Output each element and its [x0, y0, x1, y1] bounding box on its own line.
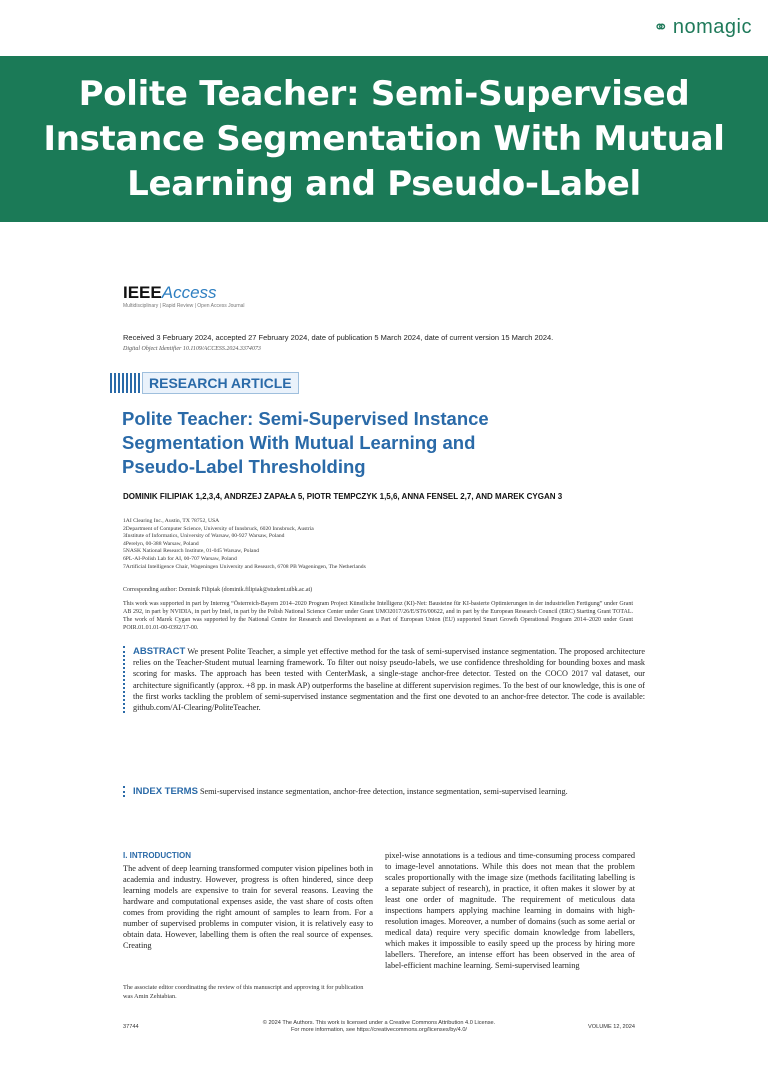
license-line: For more information, see https://creativecommons.org/licenses/by/4.0/ — [291, 1027, 467, 1033]
received-dates: Received 3 February 2024, accepted 27 February 2024, date of publication 5 March 2024, date of current version 15 March 2024. — [123, 333, 554, 342]
affiliation: 3Institute of Informatics, University of Warsaw, 00-927 Warsaw, Poland — [123, 533, 285, 540]
journal-name-b: Access — [161, 283, 217, 302]
associate-editor-note: The associate editor coordinating the review of this manuscript and approving it for publication was Amin Zehtabian. — [123, 984, 364, 1000]
nomagic-logo — [653, 16, 752, 39]
section-badge-label: RESEARCH ARTICLE — [142, 372, 299, 394]
abstract-label: ABSTRACT — [133, 646, 186, 657]
doi: Digital Object Identifier 10.1109/ACCESS.2024.3374073 — [123, 346, 261, 352]
journal-logo — [123, 283, 217, 303]
affiliation: 7Artificial Intelligence Chair, Wageningen University and Research, 6708 PB Wageningen, The Netherlands — [123, 563, 366, 570]
intro-heading: I. INTRODUCTION — [123, 851, 191, 860]
index-terms-label: INDEX TERMS — [133, 786, 198, 797]
index-terms-text: Semi-supervised instance segmentation, anchor-free detection, instance segmentation, semi-supervised learning. — [199, 787, 568, 796]
journal-subtitle: Multidisciplinary | Rapid Review | Open Access Journal — [123, 303, 245, 309]
intro-text-right: pixel-wise annotations is a tedious and time-consuming process compared to image-level annotations. While this does not mean that the problem scales proportionally with the image size (methods facilitating labelling is a separate subject of research), in practice, it often makes it slower by at least one order of magnitude. The requirement of meticulous data inspections hampers applying machine learning in domains with high-resolution images. Moreover, a number of domains (such as some aerial or medical data) require very specific domain knowledge from labellers, which makes it impossible to easily speed up the process by hiring more labellers. Therefore, an intense effort has been observed in the area of label-efficient machine learning. Semi-supervised learning — [385, 851, 635, 971]
abstract-text: We present Polite Teacher, a simple yet effective method for the task of semi-supervised instance segmentation. The proposed architecture relies on the Teacher-Student mutual learning framework. To filter out noisy pseudo-labels, we use confidence thresholding for bounding boxes and mask scoring for masks. The approach has been tested with CenterMask, a single-stage anchor-free detector. Tested on the COCO 2017 val dataset, our architecture significantly (approx. +8 pp. in mask AP) outperforms the baseline at different supervision regimes. To the best of our knowledge, this is one of the first works tackling the problem of semi-supervised instance segmentation and the first one devoted to an anchor-free detector. The code is available: github.com/AI-Clearing/PoliteTeacher. — [133, 647, 645, 713]
journal-name-a: IEEE — [123, 283, 162, 302]
index-terms — [123, 786, 645, 797]
barcode-icon — [110, 373, 142, 393]
intro-text-left: The advent of deep learning transformed computer vision pipelines both in academia and industry. However, progress is often hindered, since deep learning models are expensive to train for several reasons. Leaving the hardware and computational expenses aside, the vast share of costs often comes from providing the right amount of samples to learn from. For a number of supervised problems in computer vision, it is relatively easy to obtain data. However, labelling them is often the real source of expenses. Creating — [123, 864, 373, 951]
title-banner — [0, 56, 768, 222]
body-column-left — [123, 850, 373, 951]
abstract — [123, 646, 645, 713]
affiliation: 6PL-AI-Polish Lab for AI, 00-707 Warsaw, Poland — [123, 555, 237, 562]
license — [123, 1020, 635, 1034]
license-line: © 2024 The Authors. This work is licensed under a Creative Commons Attribution 4.0 License. — [262, 1020, 496, 1026]
affiliation: 4Perelyn, 00-388 Warsaw, Poland — [123, 540, 199, 547]
paper-title: Polite Teacher: Semi-Supervised Instance Segmentation With Mutual Learning and Pseudo-Label Thresholding — [122, 408, 489, 477]
section-badge — [110, 372, 299, 394]
funding-statement: This work was supported in part by Interreg “Österreich-Bayern 2014–2020 Program Project Künstliche Intelligenz (KI)-Net: Bausteine für KI-basierte Optimierungen in der industriellen Fertigung” under Grant AB 292, in part by NVIDIA, in part by Intel, in part by the Polish National Science Center under Grant UMO2017/26/E/ST6/00622, and in part by the European Research Council (ERC) Starting Grant TOTAL. The work of Marek Cygan was supported by the National Centre for Research and Development as a Part of European Union (EU) supported Smart Growth Operational Program 2014–2020 under Grant POIR.01.01.01-00-0392/17-00. — [123, 601, 633, 632]
page-footer — [123, 1020, 635, 1034]
volume: VOLUME 12, 2024 — [588, 1024, 635, 1030]
affiliation: 1AI Clearing Inc., Austin, TX 78752, USA — [123, 518, 220, 524]
banner-title: Polite Teacher: Semi-Supervised Instance Segmentation With Mutual Learning and Pseudo-Label — [43, 73, 725, 204]
brand-name: nomagic — [672, 16, 752, 38]
affiliation: 5NASK National Research Institute, 01-045 Warsaw, Poland — [123, 548, 260, 555]
authors: DOMINIK FILIPIAK 1,2,3,4, ANDRZEJ ZAPAŁA 5, PIOTR TEMPCZYK 1,5,6, ANNA FENSEL 2,7, AND MAREK CYGAN 3 — [123, 492, 563, 501]
molecule-icon: ⚭ — [653, 17, 669, 37]
affiliation: 2Department of Computer Science, University of Innsbruck, 6020 Innsbruck, Austria — [123, 525, 314, 532]
page-number: 37744 — [123, 1024, 139, 1030]
corresponding-author: Corresponding author: Dominik Filipiak (dominik.filipiak@student.uibk.ac.at) — [123, 587, 313, 593]
body-column-right — [385, 850, 635, 972]
affiliations — [123, 518, 643, 571]
